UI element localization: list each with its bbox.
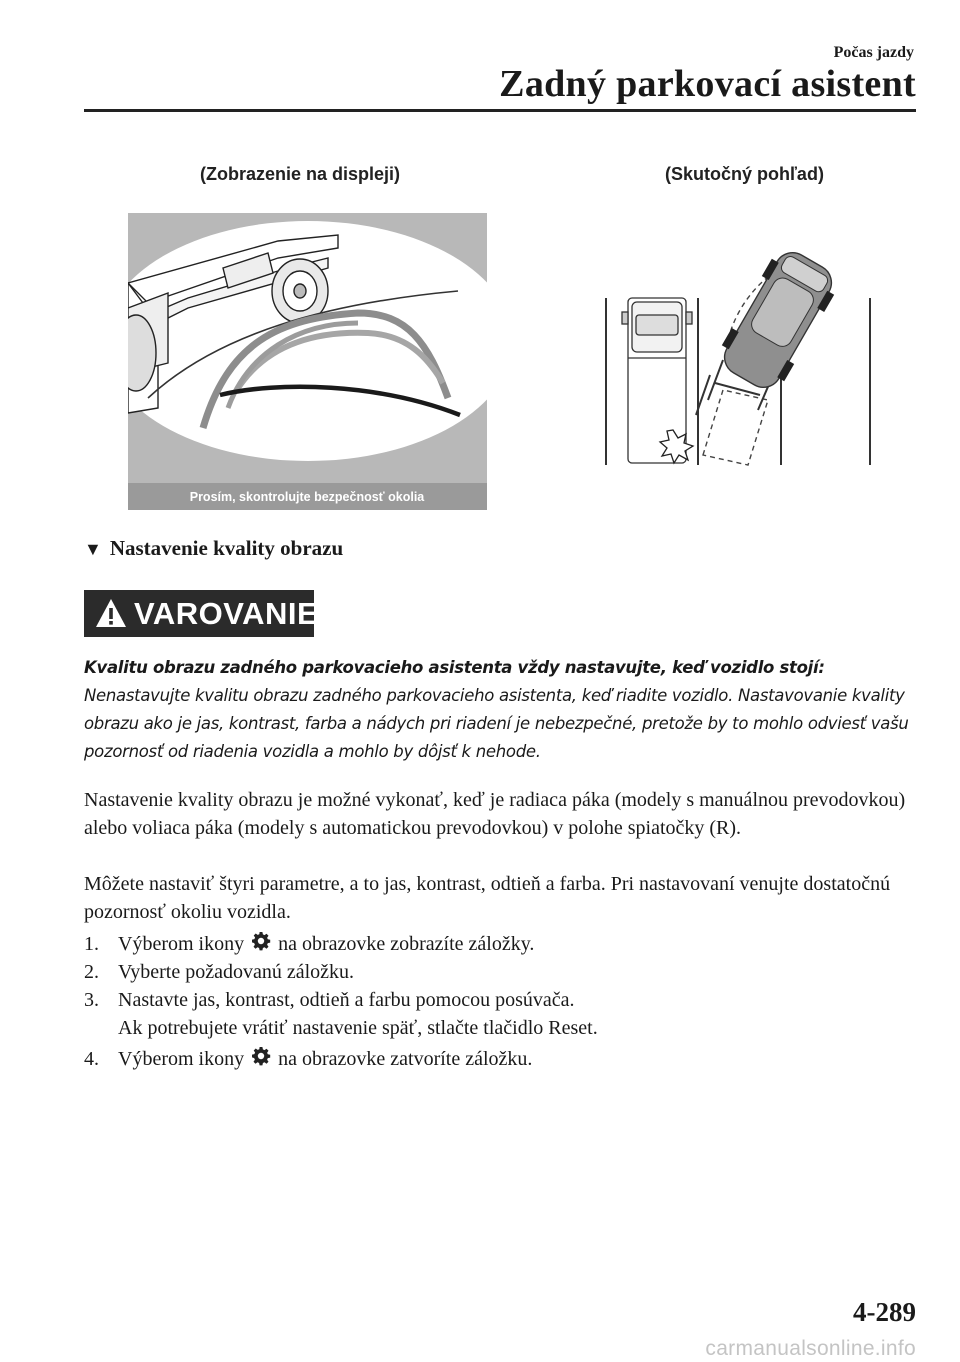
display-figure-caption: (Zobrazenie na displeji)	[200, 164, 401, 184]
screen-safety-message: Prosím, skontrolujte bezpečnosť okolia	[189, 490, 425, 504]
watermark-link[interactable]: carmanualsonline.info	[705, 1337, 916, 1360]
body-paragraph-2: Môžete nastaviť štyri parametre, a to jas, kontrast, odtieň a farba. Pri nastavovaní venujte dostatočnú pozornosť okoliu vozidla.	[84, 873, 891, 923]
body-paragraph-1: Nastavenie kvality obrazu je možné vykonať, keď je radiaca páka (modely s manuálnou prevodovkou) alebo voliaca páka (modely s automatickou prevodovkou) v polohe spiatočky (R).	[84, 789, 906, 839]
warning-heading: Kvalitu obrazu zadného parkovacieho asistenta vždy nastavujte, keď vozidlo stojí:	[84, 658, 825, 677]
gear-icon	[251, 931, 271, 951]
warning-body: Nenastavujte kvalitu obrazu zadného parkovacieho asistenta, keď riadite vozidlo. Nastavovanie kvality obrazu ako je jas, kontrast, farba a nádych pri riadení je nebezpečné, pretože by to mohlo odviesť vašu pozornosť od riadenia vozidla a mohlo by dôjsť k nehode.	[84, 686, 909, 761]
header-divider	[84, 109, 916, 112]
list-item: 1. Výberom ikony na obrazovke zobrazíte záložky.	[84, 933, 535, 955]
list-item: 3. Nastavte jas, kontrast, odtieň a farbu pomocou posúvača.	[84, 989, 575, 1011]
gear-icon	[251, 1046, 271, 1066]
section-label: Počas jazdy	[833, 44, 914, 61]
parking-real-view-illustration	[598, 240, 888, 468]
warning-label-text: VAROVANIE	[134, 596, 319, 631]
list-item-note: Ak potrebujete vrátiť nastavenie späť, stlačte tlačidlo Reset.	[118, 1017, 598, 1039]
real-view-figure-caption: (Skutočný pohľad)	[665, 164, 824, 184]
warning-label	[84, 590, 319, 637]
page-number: 4-289	[853, 1297, 916, 1327]
section-subheading	[84, 536, 343, 561]
rear-camera-display-illustration	[128, 213, 487, 510]
warning-triangle-icon	[94, 597, 128, 629]
chapter-title: Zadný parkovací asistent	[499, 63, 916, 105]
triangle-marker-icon: ▼	[84, 539, 102, 559]
list-item: 4. Výberom ikony na obrazovke zatvoríte záložku.	[84, 1048, 533, 1070]
list-item: 2. Vyberte požadovanú záložku.	[84, 961, 355, 983]
subheading-text: Nastavenie kvality obrazu	[109, 536, 344, 560]
